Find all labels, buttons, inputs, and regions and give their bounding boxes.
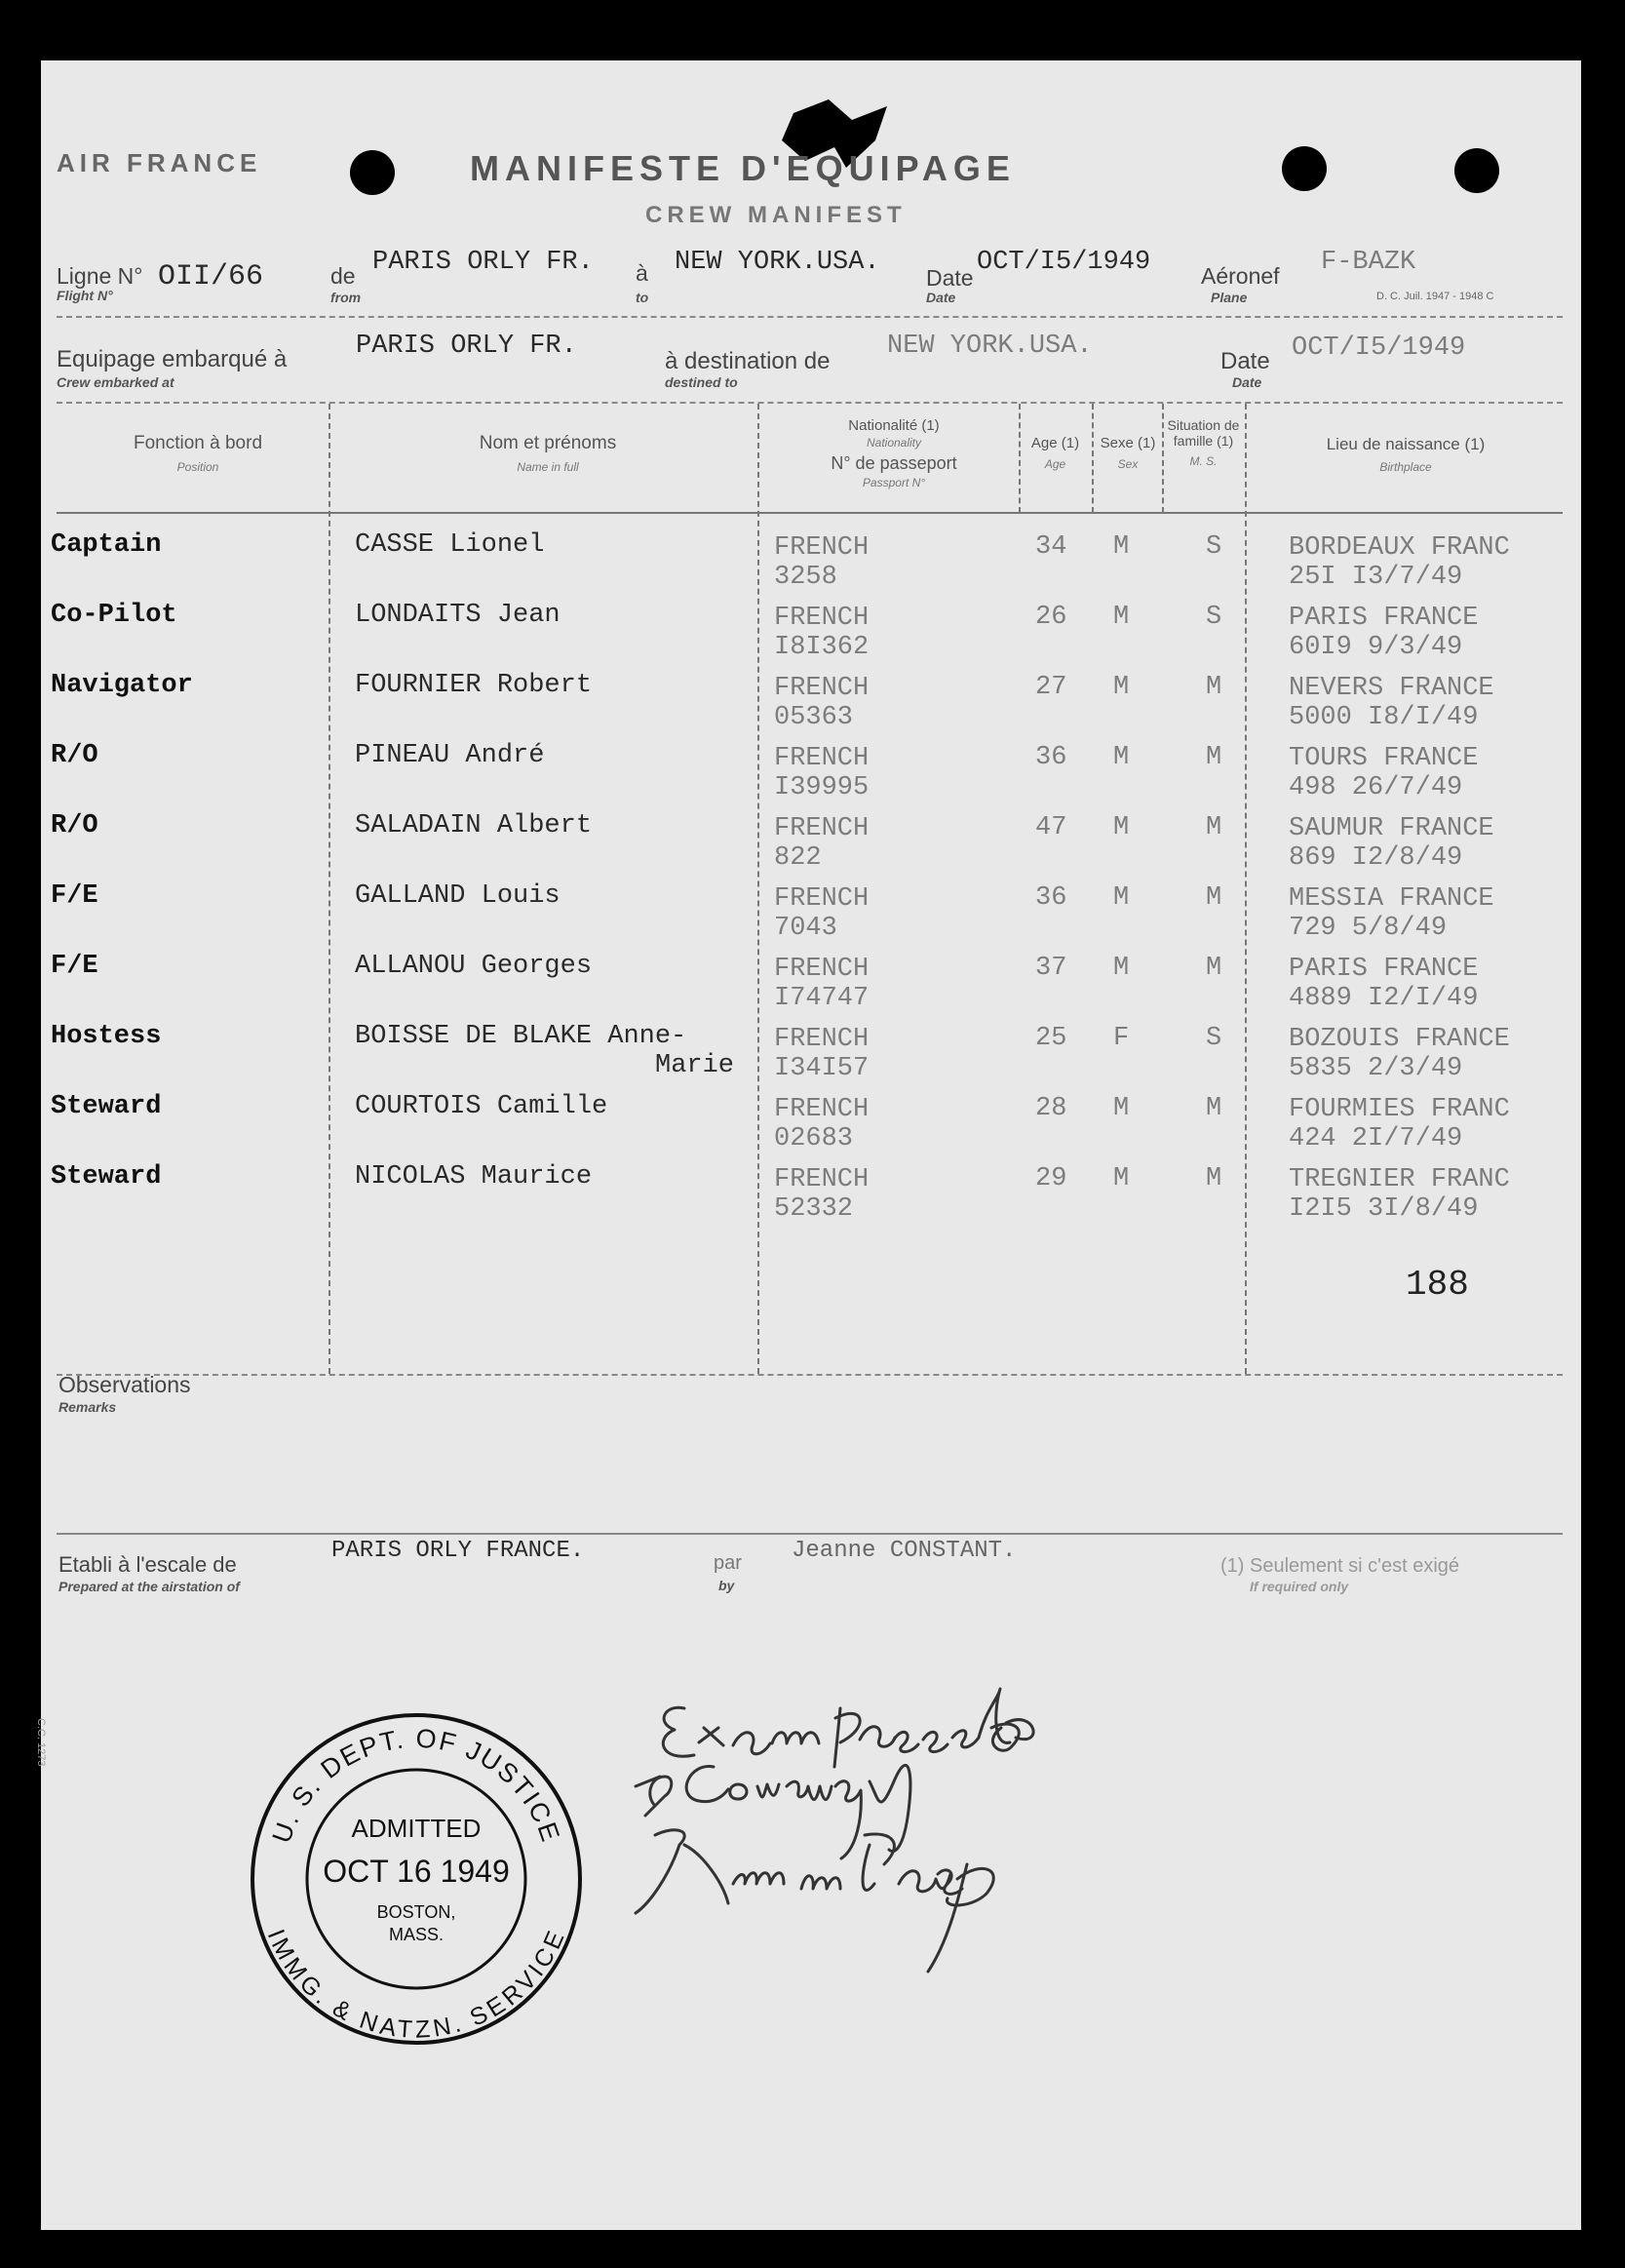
marital-status-cell: M	[1206, 1164, 1222, 1193]
nationality-cell: FRENCH	[774, 814, 870, 843]
position-cell: R/O	[51, 741, 98, 770]
age-cell: 47	[1035, 813, 1067, 842]
prepared-label: Etabli à l'escale de	[58, 1552, 237, 1577]
stamp-ring-bottom: IMMG. & NATZN. SERVICE	[261, 1925, 571, 2044]
name-cont-cell: Marie	[655, 1051, 735, 1080]
position-cell: F/E	[51, 952, 98, 981]
nationality-cell: FRENCH	[774, 533, 870, 563]
punch-hole	[1454, 148, 1499, 193]
side-code: C.C. 1273	[35, 1718, 47, 1767]
name-cell: SALADAIN Albert	[355, 811, 593, 841]
from-label-en: from	[330, 290, 362, 305]
nationality-cell: FRENCH	[774, 955, 870, 984]
birth-ref-cell: I2I5 3I/8/49	[1289, 1194, 1479, 1224]
position-cell: Steward	[51, 1092, 162, 1121]
passport-cell: 822	[774, 843, 822, 873]
embarked-label: Equipage embarqué à	[57, 346, 288, 372]
marital-status-cell: M	[1206, 954, 1222, 983]
nationality-cell: FRENCH	[774, 674, 870, 703]
name-cell: FOURNIER Robert	[355, 671, 593, 700]
sex-cell: M	[1113, 532, 1130, 562]
col-divider	[1019, 404, 1021, 513]
embarked-label-en: Crew embarked at	[57, 374, 174, 390]
nationality-cell: FRENCH	[774, 1165, 870, 1194]
sex-cell: M	[1113, 1094, 1130, 1123]
col-divider	[1092, 404, 1094, 513]
sex-cell: M	[1113, 954, 1130, 983]
nationality-cell: FRENCH	[774, 1025, 870, 1054]
name-cell: NICOLAS Maurice	[355, 1162, 593, 1192]
sex-cell: F	[1113, 1024, 1130, 1053]
nationality-cell: FRENCH	[774, 604, 870, 633]
col-header-birthplace: Lieu de naissance (1) Birthplace	[1326, 435, 1486, 474]
prepared-label-en: Prepared at the airstation of	[58, 1579, 240, 1594]
name-cell: GALLAND Louis	[355, 881, 561, 911]
birthplace-cell: FOURMIES FRANC	[1289, 1095, 1510, 1124]
divider	[57, 316, 1563, 318]
birth-ref-cell: 5835 2/3/49	[1289, 1054, 1463, 1083]
destination-label: à destination de	[665, 348, 831, 374]
name-cell: LONDAITS Jean	[355, 601, 561, 630]
birthplace-cell: MESSIA FRANCE	[1289, 884, 1494, 914]
plane-label-en: Plane	[1211, 290, 1248, 305]
table-bottom-rule	[57, 1374, 1563, 1376]
flight-number: OII/66	[158, 260, 264, 293]
stamp-ring-top: U. S. DEPT. OF JUSTICE	[266, 1723, 566, 1847]
marital-status-cell: M	[1206, 743, 1222, 772]
remarks-label-en: Remarks	[58, 1399, 117, 1415]
page-title: MANIFESTE D'EQUIPAGE	[470, 148, 1016, 188]
name-cell: COURTOIS Camille	[355, 1092, 608, 1121]
embark-date-label-en: Date	[1232, 374, 1262, 390]
col-header-nationality: Nationalité (1) Nationality N° de passeport Passport N°	[831, 417, 957, 489]
passport-cell: 3258	[774, 563, 837, 592]
birthplace-cell: SAUMUR FRANCE	[1289, 814, 1494, 843]
passport-cell: I39995	[774, 773, 870, 802]
col-header-sex: Sexe (1) Sex	[1100, 435, 1156, 471]
stamp-date: OCT 16 1949	[323, 1854, 510, 1889]
age-cell: 25	[1035, 1024, 1067, 1053]
passport-cell: I8I362	[774, 633, 870, 662]
stamp-admitted: ADMITTED	[351, 1814, 482, 1843]
col-header-position: Fonction à bord Position	[133, 433, 263, 474]
from-label: de	[330, 263, 356, 289]
col-header-age: Age (1) Age	[1030, 435, 1080, 471]
from-value: PARIS ORLY FR.	[372, 248, 594, 277]
col-divider	[757, 404, 759, 1374]
plane-value: F-BAZK	[1321, 248, 1416, 277]
manifest-page	[35, 60, 1581, 2230]
required-note-en: If required only	[1250, 1579, 1349, 1594]
sex-cell: M	[1113, 1164, 1130, 1193]
required-note: (1) Seulement si c'est exigé	[1220, 1555, 1460, 1577]
col-divider	[329, 404, 330, 1374]
position-cell: Captain	[51, 530, 162, 560]
marital-status-cell: M	[1206, 883, 1222, 913]
divider	[57, 402, 1563, 404]
to-label-en: to	[636, 290, 649, 305]
age-cell: 36	[1035, 743, 1067, 772]
passport-cell: 05363	[774, 703, 854, 732]
destination-label-en: destined to	[665, 374, 738, 390]
sex-cell: M	[1113, 743, 1130, 772]
col-divider	[1245, 404, 1247, 1374]
destination-value: NEW YORK.USA.	[887, 332, 1093, 361]
birth-ref-cell: 729 5/8/49	[1289, 914, 1448, 943]
birth-ref-cell: 60I9 9/3/49	[1289, 633, 1463, 662]
embarked-value: PARIS ORLY FR.	[356, 332, 577, 361]
sex-cell: M	[1113, 813, 1130, 842]
birth-ref-cell: 498 26/7/49	[1289, 773, 1463, 802]
birthplace-cell: NEVERS FRANCE	[1289, 674, 1494, 703]
name-cell: PINEAU André	[355, 741, 545, 770]
flight-label: Ligne N°	[57, 263, 143, 289]
nationality-cell: FRENCH	[774, 1095, 870, 1124]
col-divider	[1162, 404, 1164, 513]
birth-ref-cell: 4889 I2/I/49	[1289, 984, 1479, 1013]
position-cell: Co-Pilot	[51, 601, 177, 630]
marital-status-cell: M	[1206, 1094, 1222, 1123]
position-cell: Navigator	[51, 671, 193, 700]
form-ref: D. C. Juil. 1947 - 1948 C	[1376, 291, 1494, 302]
punch-hole	[1282, 146, 1327, 191]
birthplace-cell: PARIS FRANCE	[1289, 604, 1479, 633]
age-cell: 36	[1035, 883, 1067, 913]
passport-cell: 02683	[774, 1124, 854, 1154]
stamp-state: MASS.	[388, 1925, 445, 1944]
inspector-signature	[626, 1669, 1230, 1991]
nationality-cell: FRENCH	[774, 884, 870, 914]
birth-ref-cell: 869 I2/8/49	[1289, 843, 1463, 873]
sex-cell: M	[1113, 603, 1130, 632]
by-value: Jeanne CONSTANT.	[792, 1538, 1017, 1564]
table-header-rule	[57, 512, 1563, 514]
date-label-en: Date	[926, 290, 956, 305]
nationality-cell: FRENCH	[774, 744, 870, 773]
page-number: 188	[1406, 1265, 1469, 1305]
by-label-en: by	[718, 1578, 735, 1593]
birth-ref-cell: 25I I3/7/49	[1289, 563, 1463, 592]
age-cell: 37	[1035, 954, 1067, 983]
name-cell: BOISSE DE BLAKE Anne-	[355, 1022, 687, 1051]
birth-ref-cell: 5000 I8/I/49	[1289, 703, 1479, 732]
passport-cell: I74747	[774, 984, 870, 1013]
birthplace-cell: TOURS FRANCE	[1289, 744, 1479, 773]
passport-cell: 52332	[774, 1194, 854, 1224]
passport-cell: 7043	[774, 914, 837, 943]
remarks-label: Observations	[58, 1372, 191, 1397]
age-cell: 28	[1035, 1094, 1067, 1123]
airline-name: AIR FRANCE	[57, 148, 262, 177]
marital-status-cell: S	[1206, 532, 1222, 562]
date-value: OCT/I5/1949	[977, 248, 1151, 277]
flight-label-en: Flight N°	[57, 288, 113, 303]
position-cell: R/O	[51, 811, 98, 841]
col-header-name: Nom et prénoms Name in full	[479, 433, 617, 474]
age-cell: 29	[1035, 1164, 1067, 1193]
embark-date-label: Date	[1220, 348, 1270, 374]
birthplace-cell: BOZOUIS FRANCE	[1289, 1025, 1510, 1054]
age-cell: 27	[1035, 673, 1067, 702]
passport-cell: I34I57	[774, 1054, 870, 1083]
birth-ref-cell: 424 2I/7/49	[1289, 1124, 1463, 1154]
position-cell: Hostess	[51, 1022, 162, 1051]
admitted-stamp	[246, 1708, 587, 2050]
marital-status-cell: S	[1206, 603, 1222, 632]
age-cell: 26	[1035, 603, 1067, 632]
birthplace-cell: TREGNIER FRANC	[1289, 1165, 1510, 1194]
by-label: par	[714, 1552, 742, 1574]
marital-status-cell: S	[1206, 1024, 1222, 1053]
birthplace-cell: BORDEAUX FRANC	[1289, 533, 1510, 563]
sex-cell: M	[1113, 883, 1130, 913]
to-label: à	[636, 260, 648, 286]
position-cell: Steward	[51, 1162, 162, 1192]
to-value: NEW YORK.USA.	[675, 248, 880, 277]
name-cell: CASSE Lionel	[355, 530, 545, 560]
marital-status-cell: M	[1206, 813, 1222, 842]
plane-label: Aéronef	[1201, 263, 1280, 289]
name-cell: ALLANOU Georges	[355, 952, 593, 981]
sex-cell: M	[1113, 673, 1130, 702]
age-cell: 34	[1035, 532, 1067, 562]
birthplace-cell: PARIS FRANCE	[1289, 955, 1479, 984]
stamp-city: BOSTON,	[376, 1902, 456, 1922]
embark-date-value: OCT/I5/1949	[1292, 333, 1466, 363]
position-cell: F/E	[51, 881, 98, 911]
date-label: Date	[926, 265, 974, 291]
marital-status-cell: M	[1206, 673, 1222, 702]
prepared-value: PARIS ORLY FRANCE.	[331, 1538, 585, 1564]
punch-hole	[350, 150, 395, 195]
page-subtitle: CREW MANIFEST	[645, 202, 907, 228]
col-header-family: Situation de famille (1) M. S.	[1167, 417, 1240, 468]
divider	[57, 1533, 1563, 1535]
